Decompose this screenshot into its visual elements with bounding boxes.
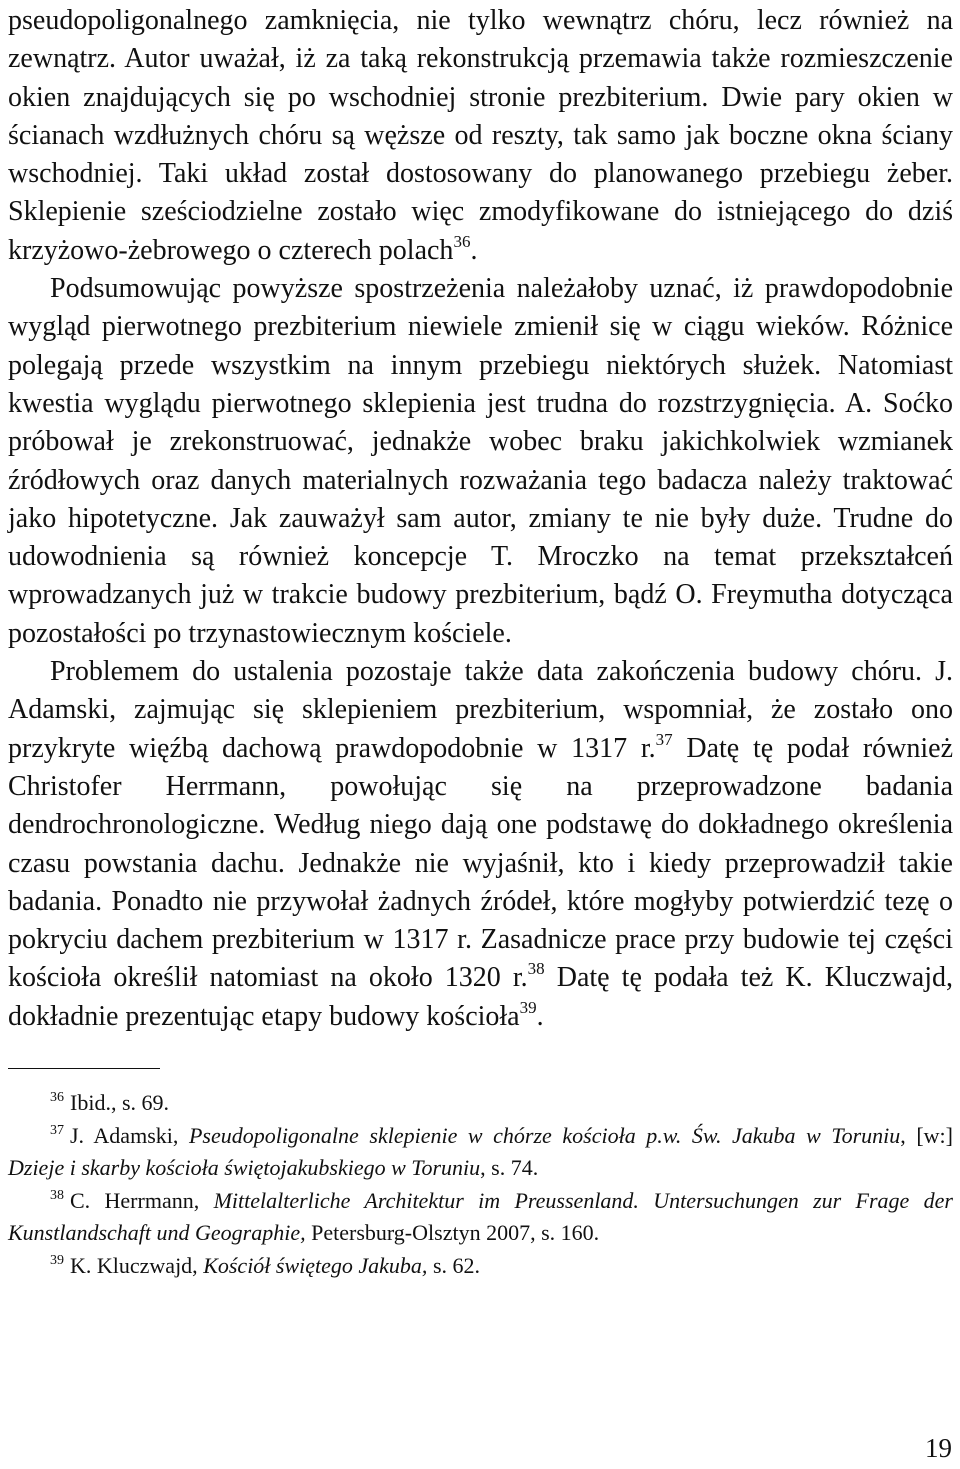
footnote-number-38: 38	[50, 1187, 64, 1203]
paragraph-3-text-a: Problemem do ustalenia pozostaje także data zakończenia budowy chóru. J. Adamski, zajmując się sklepieniem prezbiterium, wspomniał, że zostało ono przykryte więźbą dachową prawdopodobnie w 1317 r.	[8, 656, 953, 764]
footnote-39	[8, 1250, 953, 1283]
footnote-separator	[8, 1068, 160, 1069]
paragraph-3-text-b: Datę tę podał również Christofer Herrmann, powołując się na przeprowadzone badania dendrochronologiczne. Według niego dają one podstawę do dokładnego określenia czasu powstania dachu. Jednakże nie wyjaśnił, kto i kiedy przeprowadził takie badania. Ponadto nie przywołał żadnych źródeł, które mogłyby potwierdzić tezę o pokryciu dachem prezbiterium w 1317 r. Zasadnicze prace przy budowie tej części kościoła określił natomiast na około 1320 r.	[8, 732, 954, 994]
footnote-36	[8, 1087, 953, 1120]
document-page	[8, 2, 953, 1282]
footnote-ref-36[interactable]: 36	[453, 231, 471, 251]
paragraph-3	[8, 653, 953, 1036]
paragraph-1	[8, 2, 953, 270]
paragraph-2: Podsumowując powyższe spostrzeżenia należałoby uznać, iż prawdopodobnie wygląd pierwotnego prezbiterium niewiele zmienił się w ciągu wieków. Różnice polegają przede wszystkim na innym przebiegu niektórych służek. Natomiast kwestia wyglądu pierwotnego sklepienia jest trudna do rozstrzygnięcia. A. Soćko próbował je zrekonstruować, jednakże wobec braku jakichkolwiek wzmianek źródłowych oraz danych materialnych rozważania tego badacza należy traktować jako hipotetyczne. Jak zauważył sam autor, zmiany te nie były duże. Trudne do udowodnienia są również koncepcje T. Mroczko na temat przekształceń wprowadzanych już w trakcie budowy prezbiterium, bądź O. Freymutha dotycząca pozostałości po trzynastowiecznym kościele.	[8, 273, 953, 649]
footnote-38-title: Mittelalterliche Architektur im Preussenland. Untersuchungen zur Frage der Kunstlandschaft und Geographie,	[8, 1187, 953, 1246]
paragraph-1-text: pseudopoligonalnego zamknięcia, nie tylko wewnątrz chóru, lecz również na zewnątrz. Autor uważał, iż za taką rekonstrukcją przemawia także rozmieszczenie okien znajdujących się po wschodniej stronie prezbiterium. Dwie pary okien w ścianach wzdłużnych chóru są węższe od reszty, tak samo jak boczne okna ściany wschodniej. Taki układ został dostosowany do planowanego przebiegu żeber. Sklepienie sześciodzielne zostało więc zmodyfikowane do istniejącego do dziś krzyżowo-żebrowego o czterech polach	[8, 5, 953, 266]
footnote-38-publication: Petersburg-Olsztyn 2007, s. 160.	[305, 1220, 600, 1246]
footnotes	[8, 1087, 953, 1282]
footnote-number-39: 39	[50, 1252, 64, 1268]
footnote-37-source: Dzieje i skarby kościoła świętojakubskiego w Toruniu	[8, 1155, 481, 1181]
paragraph-3-end: .	[536, 1000, 544, 1032]
footnote-37-author: J. Adamski,	[70, 1122, 189, 1148]
footnote-39-title: Kościół świętego Jakuba,	[203, 1252, 428, 1278]
footnote-number-36: 36	[50, 1090, 64, 1106]
footnote-ref-38[interactable]: 38	[527, 959, 545, 979]
paragraph-1-end: .	[470, 234, 478, 266]
main-text	[8, 2, 953, 1036]
footnote-37	[8, 1120, 953, 1185]
footnote-number-37: 37	[50, 1122, 64, 1138]
paragraph-3-text-c: Datę tę podała też K. Kluczwajd, dokładnie prezentując etapy budowy kościoła	[8, 962, 953, 1032]
footnote-37-in: , [w:]	[900, 1122, 953, 1148]
footnote-37-title: Pseudopoligonalne sklepienie w chórze kościoła p.w. Św. Jakuba w Toruniu	[188, 1122, 901, 1148]
footnote-38	[8, 1185, 953, 1250]
footnote-ref-37[interactable]: 37	[655, 729, 673, 749]
footnote-37-page: , s. 74.	[480, 1155, 539, 1181]
footnote-38-author: C. Herrmann,	[70, 1187, 214, 1213]
footnote-39-author: K. Kluczwajd,	[70, 1252, 204, 1278]
footnote-36-text: Ibid., s. 69.	[70, 1090, 169, 1116]
footnote-39-page: s. 62.	[427, 1252, 480, 1278]
page-number: 19	[925, 1433, 952, 1463]
footnote-ref-39[interactable]: 39	[519, 997, 537, 1017]
